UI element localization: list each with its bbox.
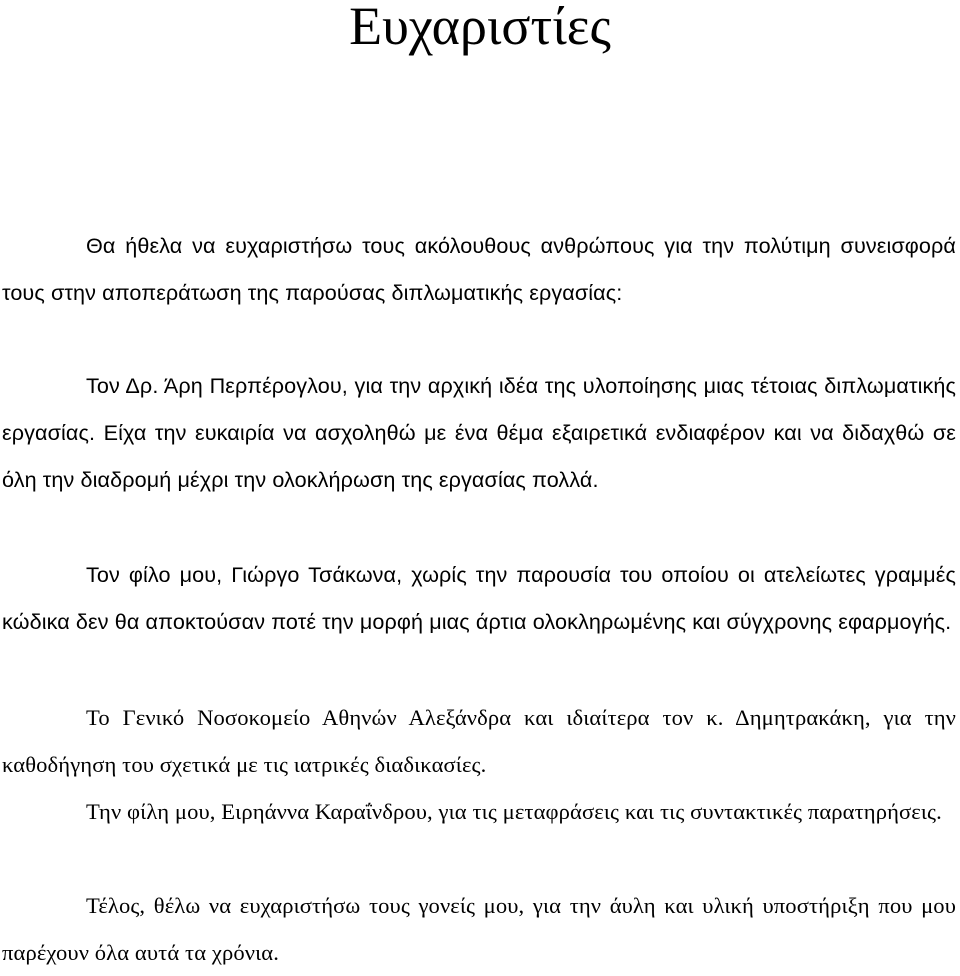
paragraph-parents: Τέλος, θέλω να ευχαριστήσω τους γονείς μου, για την άυλη και υλική υποστήριξη που μου παρέχουν όλα αυτά τα χρόνια. bbox=[2, 893, 956, 965]
paragraph-intro: Θα ήθελα να ευχαριστήσω τους ακόλουθους ανθρώπους για την πολύτιμη συνεισφορά τους στην αποπεράτωση της παρούσας διπλωματικής εργασίας: bbox=[2, 233, 956, 305]
page-title: Ευχαριστίες bbox=[349, 0, 611, 56]
paragraph-friend-translator: Την φίλη μου, Ειρηάννα Καραΐνδρου, για τις μεταφράσεις και τις συντακτικές παρατηρήσεις. bbox=[86, 799, 942, 824]
paragraph-friend-developer: Τον φίλο μου, Γιώργο Τσάκωνα, χωρίς την παρουσία του οποίου οι ατελείωτες γραμμές κώδικα δεν θα αποκτούσαν ποτέ την μορφή μιας άρτια ολοκληρωμένης και σύγχρονης εφαρμογής. bbox=[2, 562, 956, 634]
paragraph-supervisor: Τον Δρ. Άρη Περπέρογλου, για την αρχική ιδέα της υλοποίησης μιας τέτοιας διπλωματικής εργασίας. Είχα την ευκαιρία να ασχοληθώ με ένα θέμα εξαιρετικά ενδιαφέρον και να διδαχθώ σε όλη την διαδρομή μέχρι την ολοκλήρωση της εργασίας πολλά. bbox=[2, 373, 956, 492]
paragraph-hospital: Το Γενικό Νοσοκομείο Αθηνών Αλεξάνδρα και ιδιαίτερα τον κ. Δημητρακάκη, για την καθοδήγηση του σχετικά με τις ιατρικές διαδικασίες. bbox=[2, 705, 956, 777]
